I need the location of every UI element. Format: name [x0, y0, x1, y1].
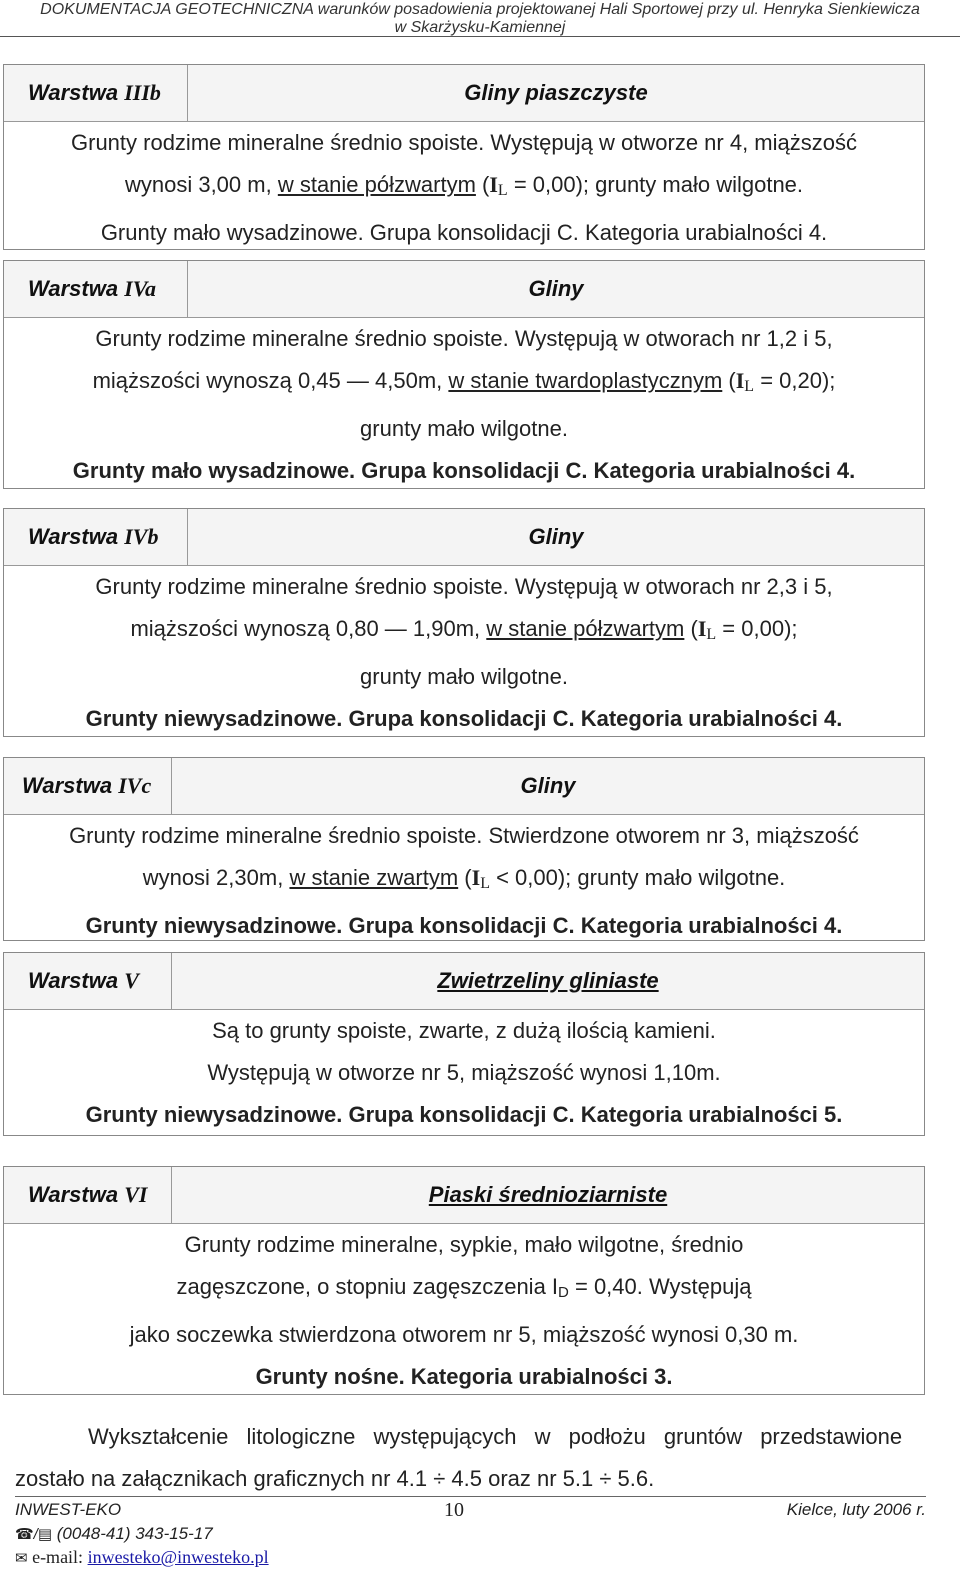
closing-paragraph — [15, 1416, 955, 1500]
phone-fax-icon: ☎/▤ — [15, 1526, 53, 1543]
layer-roman: IVb — [124, 524, 159, 549]
page-footer — [15, 1496, 926, 1569]
layer-label-prefix: Warstwa — [28, 276, 119, 301]
layer-summary-line: Grunty mało wysadzinowe. Grupa konsolidacji C. Kategoria urabialności 4. — [100, 220, 828, 245]
layer-roman: IIIb — [124, 80, 161, 105]
layer-desc-line: Są to grunty spoiste, zwarte, z dużą ilością kamieni. — [212, 1018, 716, 1043]
layer-roman: V — [124, 968, 139, 993]
layer-label-prefix: Warstwa — [28, 80, 119, 105]
page-number: 10 — [443, 1499, 464, 1521]
email-label: e-mail: — [32, 1547, 84, 1567]
layer-summary-line: Grunty niewysadzinowe. Grupa konsolidacji C. Kategoria urabialności 4. — [85, 913, 843, 938]
layer-desc-line: Grunty rodzime mineralne, sypkie, mało wilgotne, średnio — [184, 1232, 744, 1257]
layer-summary-line: Grunty niewysadzinowe. Grupa konsolidacji C. Kategoria urabialności 4. — [85, 706, 843, 731]
layer-block-vi — [3, 1166, 925, 1395]
email-link[interactable]: inwesteko@inwesteko.pl — [87, 1547, 269, 1567]
layer-desc-line: Grunty rodzime mineralne średnio spoiste. Występują w otworach nr 2,3 i 5, — [95, 574, 833, 599]
layer-desc-line: Grunty rodzime mineralne średnio spoiste. Występują w otworach nr 1,2 i 5, — [95, 326, 833, 351]
header-line-2: w Skarżysku-Kamiennej — [394, 19, 566, 36]
layer-name: Gliny piaszczyste — [188, 65, 924, 121]
layer-label-prefix: Warstwa — [28, 968, 119, 993]
layer-name: Zwietrzeliny gliniaste — [172, 953, 924, 1009]
layer-desc-line: jako soczewka stwierdzona otworem nr 5, miąższość wynosi 0,30 m. — [129, 1322, 799, 1347]
layer-name: Piaski średnioziarniste — [172, 1167, 924, 1223]
place-date: Kielce, luty 2006 r. — [786, 1500, 926, 1519]
layer-label — [4, 261, 188, 317]
layer-label-prefix: Warstwa — [22, 773, 113, 798]
layer-desc-line: wynosi 3,00 m, w stanie półzwartym (IL = 0,00); grunty mało wilgotne. — [124, 172, 804, 199]
layer-desc-line: grunty mało wilgotne. — [360, 416, 568, 441]
layer-block-iva — [3, 260, 925, 489]
document-header — [0, 0, 960, 37]
layer-desc-line: zagęszczone, o stopniu zagęszczenia ID = 0,40. Występują — [176, 1274, 752, 1301]
header-line-1: DOKUMENTACJA GEOTECHNICZNA warunków posadowienia projektowanej Hali Sportowej przy ul. Henryka Sienkiewicza — [40, 1, 920, 18]
layer-header — [4, 509, 924, 566]
layer-desc-line: miąższości wynoszą 0,45 — 4,50m, w stanie twardoplastycznym (IL = 0,20); — [92, 368, 836, 395]
consistency-state: w stanie twardoplastycznym — [448, 368, 723, 393]
company-name: INWEST-EKO — [15, 1500, 122, 1519]
consistency-state: w stanie półzwartym — [486, 616, 685, 641]
envelope-icon: ✉ — [15, 1551, 28, 1567]
layer-roman: IVa — [124, 276, 156, 301]
layer-label-prefix: Warstwa — [28, 1182, 119, 1207]
layer-label — [4, 65, 188, 121]
layer-name: Gliny — [188, 261, 924, 317]
footer-row — [15, 1497, 926, 1523]
layer-roman: VI — [124, 1182, 148, 1207]
layer-name: Gliny — [172, 758, 924, 814]
layer-summary-line: Grunty nośne. Kategoria urabialności 3. — [255, 1364, 673, 1389]
layer-name: Gliny — [188, 509, 924, 565]
closing-line-2: zostało na załącznikach graficznych nr 4.1 ÷ 4.5 oraz nr 5.1 ÷ 5.6. — [15, 1466, 655, 1491]
layer-label — [4, 953, 172, 1009]
layer-desc-line: grunty mało wilgotne. — [360, 664, 568, 689]
layer-header — [4, 1167, 924, 1224]
layer-header — [4, 261, 924, 318]
layer-desc-line: Występują w otworze nr 5, miąższość wynosi 1,10m. — [207, 1060, 721, 1085]
phone-number: (0048-41) 343-15-17 — [56, 1524, 213, 1543]
footer-phone-row — [15, 1523, 926, 1545]
layer-desc-line: wynosi 2,30m, w stanie zwartym (IL < 0,00); grunty mało wilgotne. — [142, 865, 786, 892]
layer-label — [4, 1167, 172, 1223]
layer-label-prefix: Warstwa — [28, 524, 119, 549]
layer-summary-line: Grunty mało wysadzinowe. Grupa konsolidacji C. Kategoria urabialności 4. — [72, 458, 856, 483]
layer-block-v — [3, 952, 925, 1136]
layer-desc-line: Grunty rodzime mineralne średnio spoiste. Występują w otworze nr 4, miąższość — [71, 130, 857, 155]
closing-line-1: Wykształcenie litologiczne występujących w podłożu gruntów przedstawione — [88, 1424, 903, 1449]
footer-email-row — [15, 1545, 926, 1569]
consistency-state: w stanie zwartym — [289, 865, 459, 890]
layer-desc-line: miąższości wynoszą 0,80 — 1,90m, w stanie półzwartym (IL = 0,00); — [130, 616, 798, 643]
layer-block-ivb — [3, 508, 925, 737]
layer-header — [4, 65, 924, 122]
layer-header — [4, 953, 924, 1010]
layer-summary-line: Grunty niewysadzinowe. Grupa konsolidacji C. Kategoria urabialności 5. — [85, 1102, 843, 1127]
layer-desc-line: Grunty rodzime mineralne średnio spoiste. Stwierdzone otworem nr 3, miąższość — [69, 823, 859, 848]
layer-block-iiib — [3, 64, 925, 250]
layer-block-ivc — [3, 757, 925, 941]
layer-label — [4, 509, 188, 565]
layer-header — [4, 758, 924, 815]
consistency-state: w stanie półzwartym — [277, 172, 476, 197]
layer-roman: IVc — [118, 773, 152, 798]
layer-label — [4, 758, 172, 814]
